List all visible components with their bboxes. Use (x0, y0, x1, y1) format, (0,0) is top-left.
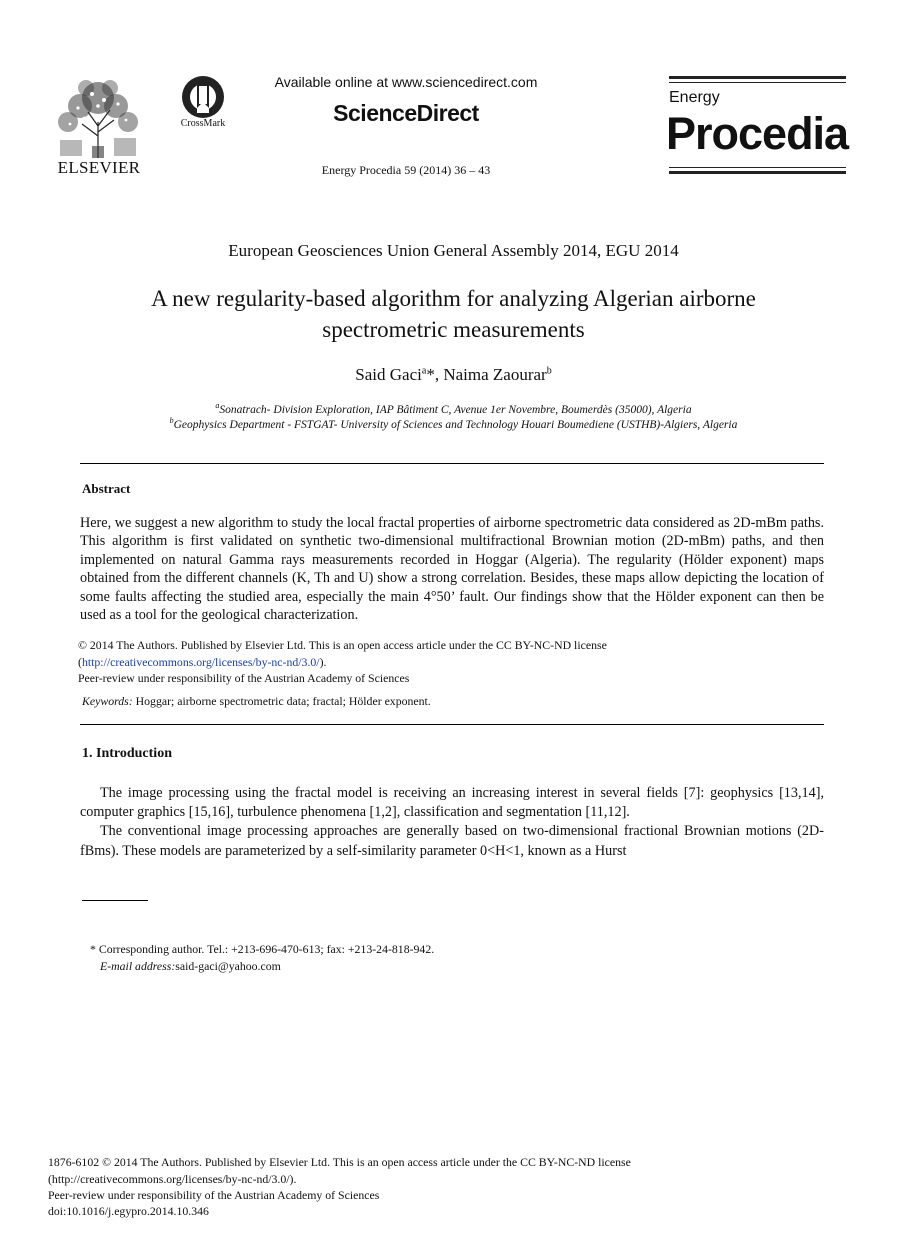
journal-citation: Energy Procedia 59 (2014) 36 – 43 (321, 163, 491, 177)
introduction-body (80, 784, 824, 861)
affiliation-b-marker: b (169, 416, 174, 425)
author-1-affil: a (421, 365, 427, 377)
keywords-label: Keywords: (82, 694, 133, 708)
email-label: E-mail address: (100, 959, 176, 973)
procedia-rule-bottom-thin (669, 167, 846, 168)
abstract-text: Here, we suggest a new algorithm to study the local fractal properties of airborne spectrometric data considered as 2D-mBm paths. This algorithm is first validated on synthetic two-dimensional multifractional Brownian motion (2D-mBm) paths, and then implemented on natural Gamma rays measurements recorded in Hoggar (Algeria). The regularity (Hölder exponent) maps obtained from the different channels (K, Th and U) show a strong correlation. Besides, these maps allow depicting the location of some faults affecting the studied area, especially the main 4°50’ fault. Our findings show that the Hölder exponent can then be used as a tool for the geological characterization. (80, 515, 824, 624)
peer-review-line: Peer-review under responsibility of the Austrian Academy of Sciences (78, 671, 410, 685)
corresponding-author-footnote: * Corresponding author. Tel.: +213-696-470-613; fax: +213-24-818-942. (90, 942, 435, 956)
procedia-rule-top (669, 76, 846, 79)
publisher-name: ELSEVIER (57, 158, 141, 177)
procedia-rule-bottom (669, 171, 846, 174)
license-open: ( (78, 655, 82, 669)
crossmark-icon[interactable] (181, 75, 225, 119)
journal-large-name: Procedia (666, 108, 849, 159)
divider-bottom (80, 724, 824, 725)
conference-name: European Geosciences Union General Assembly 2014, EGU 2014 (228, 241, 679, 260)
author-2-affil: b (546, 365, 552, 377)
affiliation-a-text: Sonatrach- Division Exploration, IAP Bâtiment C, Avenue 1er Novembre, Boumerdès (35000), Algeria (219, 403, 692, 416)
affiliation-b-text: Geophysics Department - FSTGAT- University of Sciences and Technology Houari Boumediene (USTHB)-Algiers, Algeria (173, 418, 738, 431)
paper-title-line-2: spectrometric measurements (322, 317, 585, 342)
introduction-paragraph-1: The image processing using the fractal model is receiving an increasing interest in several fields [7]: geophysics [13,14], computer graphics [15,16], turbulence phenomena [1,2], classification and segmentation [11,12]. (80, 785, 824, 821)
available-online-text: Available online at www.sciencedirect.com (274, 74, 538, 90)
footer-doi[interactable]: doi:10.1016/j.egypro.2014.10.346 (48, 1204, 209, 1218)
introduction-paragraph-2: The conventional image processing approaches are generally based on two-dimensional fractional Brownian motions (2D-fBms). These models are parameterized by a self-similarity parameter 0<H<1, known as a Hurst (80, 823, 824, 859)
footnote-rule (82, 900, 148, 901)
paper-title (60, 283, 847, 345)
crossmark-label: CrossMark (180, 118, 226, 129)
footer-license-link[interactable]: (http://creativecommons.org/licenses/by-nc-nd/3.0/). (48, 1172, 297, 1186)
corresponding-mark: *, (426, 365, 444, 384)
journal-small-name: Energy (669, 89, 720, 106)
sciencedirect-logo: ScienceDirect (333, 100, 479, 126)
footer-peer-review: Peer-review under responsibility of the Austrian Academy of Sciences (48, 1188, 380, 1202)
author-list (0, 365, 907, 385)
footer-issn-line: 1876-6102 © 2014 The Authors. Published by Elsevier Ltd. This is an open access article under the CC BY-NC-ND license (48, 1155, 631, 1169)
keywords-line (82, 694, 431, 709)
abstract-heading: Abstract (82, 481, 131, 496)
paper-title-line-1: A new regularity-based algorithm for analyzing Algerian airborne (151, 286, 756, 311)
license-close: ). (319, 655, 327, 669)
email-footnote (100, 959, 281, 974)
license-link[interactable]: http://creativecommons.org/licenses/by-nc-nd/3.0/ (81, 655, 320, 669)
author-2: Naima Zaourar (443, 365, 547, 384)
affiliation-a (0, 401, 907, 416)
section-heading-introduction: 1. Introduction (82, 746, 172, 761)
elsevier-tree-icon (52, 76, 144, 160)
license-line (78, 655, 326, 670)
email-address[interactable]: said-gaci@yahoo.com (175, 959, 281, 973)
affiliation-b (0, 416, 907, 431)
affiliation-a-marker: a (215, 401, 220, 410)
author-1: Said Gaci (355, 365, 422, 384)
copyright-line: © 2014 The Authors. Published by Elsevier Ltd. This is an open access article under the CC BY-NC-ND license (78, 638, 607, 652)
divider-top (80, 463, 824, 464)
keywords-list: Hoggar; airborne spectrometric data; fractal; Hölder exponent. (132, 694, 431, 708)
procedia-rule-top-thin (669, 82, 846, 83)
